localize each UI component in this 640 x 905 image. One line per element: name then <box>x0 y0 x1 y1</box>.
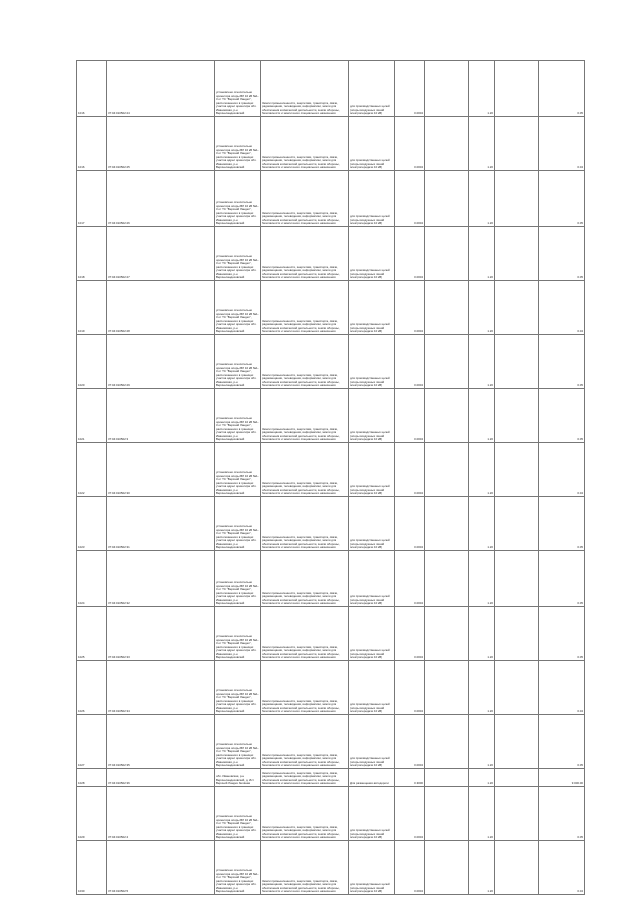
area-value: 0.0004 <box>395 61 425 117</box>
empty-cell <box>425 715 469 769</box>
cadastral-value: 0.05 <box>539 497 585 551</box>
location-description: установлено относительно ориентира опоры ВЛ 10 кВ №1-3 от ТС "Верхний Ландех", расположенного в границах участка адрес ориентира обл. Ивановская, р-н Верхнеландеховский <box>215 841 261 895</box>
cadastral-value: 0.04 <box>539 443 585 497</box>
permitted-use: для производственных целей (опоры воздушных линий электропередачи 10 кВ) <box>349 443 395 497</box>
land-category: Земли промышленности, энергетики, транспорта, связи, радиовещания, телевидения, информатики, земли для обеспечения космической деятельности, земли обороны, безопасности и земли иного специального назначения <box>261 389 349 443</box>
cadastral-value: 0.05 <box>539 607 585 661</box>
location-description: установлено относительно ориентира опоры ВЛ 10 кВ №1-3 от ТС "Верхний Ландех", расположенного в границах участка адрес ориентира обл. Ивановская, р-н Верхнеландеховский <box>215 389 261 443</box>
empty-cell <box>425 497 469 551</box>
table-row <box>77 661 585 715</box>
empty-cell <box>495 443 539 497</box>
cadastral-value: 0.04 <box>539 281 585 335</box>
empty-cell <box>495 227 539 281</box>
table-row <box>77 389 585 443</box>
area-value: 0.0004 <box>395 281 425 335</box>
cadastral-number: 37:04:010502:25 <box>107 117 215 171</box>
empty-cell <box>495 61 539 117</box>
table-row <box>77 443 585 497</box>
location-description: установлено относительно ориентира опоры ВЛ 10 кВ №1-3 от ТС "Верхний Ландех", расположенного в границах участка адрес ориентира обл. Ивановская, р-н Верхнеландеховский <box>215 227 261 281</box>
location-description: установлено относительно ориентира опоры ВЛ 10 кВ №1-3 от ТС "Верхний Ландех", расположенного в границах участка адрес ориентира обл. Ивановская, р-н Верхнеландеховский <box>215 117 261 171</box>
row-id: 1029 <box>77 787 107 841</box>
empty-cell <box>495 497 539 551</box>
cadastral-value: 0.05 <box>539 389 585 443</box>
table-row <box>77 787 585 841</box>
cadastral-number: 37:04:010502:29 <box>107 335 215 389</box>
cadastral-number: 37:04:010502:26 <box>107 171 215 227</box>
cadastral-number: 37:04:010502:27 <box>107 227 215 281</box>
empty-cell <box>425 389 469 443</box>
land-category: Земли промышленности, энергетики, транспорта, связи, радиовещания, телевидения, информатики, земли для обеспечения космической деятельности, земли обороны, безопасности и земли иного специального назначения <box>261 769 349 787</box>
area-value: 0.0004 <box>395 715 425 769</box>
land-category: Земли промышленности, энергетики, транспорта, связи, радиовещания, телевидения, информатики, земли для обеспечения космической деятельности, земли обороны, безопасности и земли иного специального назначения <box>261 171 349 227</box>
rate-value: 1.20 <box>469 335 495 389</box>
row-id: 1023 <box>77 497 107 551</box>
empty-cell <box>495 335 539 389</box>
empty-cell <box>495 787 539 841</box>
table-row <box>77 117 585 171</box>
rate-value: 1.20 <box>469 389 495 443</box>
table-row <box>77 607 585 661</box>
permitted-use: для производственных целей (опоры воздушных линий электропередачи 10 кВ) <box>349 841 395 895</box>
cadastral-value: 0.04 <box>539 841 585 895</box>
table-row <box>77 61 585 117</box>
empty-cell <box>495 389 539 443</box>
land-category: Земли промышленности, энергетики, транспорта, связи, радиовещания, телевидения, информатики, земли для обеспечения космической деятельности, земли обороны, безопасности и земли иного специального назначения <box>261 787 349 841</box>
row-id: 1018 <box>77 227 107 281</box>
location-description: установлено относительно ориентира опоры ВЛ 10 кВ №1-3 от ТС "Верхний Ландех", расположенного в границах участка адрес ориентира обл. Ивановская, р-н Верхнеландеховский <box>215 281 261 335</box>
empty-cell <box>495 551 539 607</box>
rate-value: 1.20 <box>469 787 495 841</box>
empty-cell <box>425 227 469 281</box>
area-value: 0.3000 <box>395 769 425 787</box>
empty-cell <box>425 335 469 389</box>
table-row <box>77 769 585 787</box>
empty-cell <box>495 117 539 171</box>
permitted-use: для производственных целей (опоры воздушных линий электропередачи 10 кВ) <box>349 281 395 335</box>
table-row <box>77 715 585 769</box>
permitted-use: для производственных целей (опоры воздушных линий электропередачи 10 кВ) <box>349 117 395 171</box>
land-category: Земли промышленности, энергетики, транспорта, связи, радиовещания, телевидения, информатики, земли для обеспечения космической деятельности, земли обороны, безопасности и земли иного специального назначения <box>261 607 349 661</box>
area-value: 0.0004 <box>395 787 425 841</box>
cadastral-number: 37:04:010502:3 <box>107 389 215 443</box>
cadastral-number: 37:04:010502:4 <box>107 787 215 841</box>
row-id: 1022 <box>77 443 107 497</box>
empty-cell <box>425 607 469 661</box>
permitted-use: для производственных целей (опоры воздушных линий электропередачи 10 кВ) <box>349 497 395 551</box>
cadastral-value: 9 000.00 <box>539 769 585 787</box>
cadastral-number: 37:04:010502:32 <box>107 551 215 607</box>
permitted-use: для производственных целей (опоры воздушных линий электропередачи 10 кВ) <box>349 607 395 661</box>
area-value: 0.0004 <box>395 171 425 227</box>
land-category: Земли промышленности, энергетики, транспорта, связи, радиовещания, телевидения, информатики, земли для обеспечения космической деятельности, земли обороны, безопасности и земли иного специального назначения <box>261 661 349 715</box>
location-description: установлено относительно ориентира опоры ВЛ 10 кВ №1-3 от ТС "Верхний Ландех", расположенного в границах участка адрес ориентира обл. Ивановская, р-н Верхнеландеховский <box>215 715 261 769</box>
area-value: 0.0004 <box>395 497 425 551</box>
empty-cell <box>495 715 539 769</box>
location-description: установлено относительно ориентира опоры ВЛ 10 кВ №1-3 от ТС "Верхний Ландех", расположенного в границах участка адрес ориентира обл. Ивановская, р-н Верхнеландеховский <box>215 497 261 551</box>
cadastral-value: 0.05 <box>539 551 585 607</box>
empty-cell <box>495 769 539 787</box>
empty-cell <box>425 551 469 607</box>
area-value: 0.0004 <box>395 841 425 895</box>
cadastral-number: 37:04:010502:28 <box>107 281 215 335</box>
cadastral-value: 0.05 <box>539 335 585 389</box>
table-row <box>77 497 585 551</box>
row-id: 1026 <box>77 661 107 715</box>
cadastral-value: 0.05 <box>539 61 585 117</box>
rate-value: 1.20 <box>469 227 495 281</box>
area-value: 0.0004 <box>395 443 425 497</box>
land-category: Земли промышленности, энергетики, транспорта, связи, радиовещания, телевидения, информатики, земли для обеспечения космической деятельности, земли обороны, безопасности и земли иного специального назначения <box>261 841 349 895</box>
row-id: 1028 <box>77 769 107 787</box>
location-description: установлено относительно ориентира опоры ВЛ 10 кВ №1-3 от ТС "Верхний Ландех", расположенного в границах участка адрес ориентира обл. Ивановская, р-н Верхнеландеховский <box>215 787 261 841</box>
empty-cell <box>425 281 469 335</box>
empty-cell <box>495 841 539 895</box>
permitted-use: для производственных целей (опоры воздушных линий электропередачи 10 кВ) <box>349 389 395 443</box>
cadastral-number: 37:04:010502:36 <box>107 769 215 787</box>
empty-cell <box>425 841 469 895</box>
area-value: 0.0004 <box>395 389 425 443</box>
land-category: Земли промышленности, энергетики, транспорта, связи, радиовещания, телевидения, информатики, земли для обеспечения космической деятельности, земли обороны, безопасности и земли иного специального назначения <box>261 335 349 389</box>
area-value: 0.0004 <box>395 227 425 281</box>
land-category: Земли промышленности, энергетики, транспорта, связи, радиовещания, телевидения, информатики, земли для обеспечения космической деятельности, земли обороны, безопасности и земли иного специального назначения <box>261 117 349 171</box>
row-id: 1024 <box>77 551 107 607</box>
land-category: Земли промышленности, энергетики, транспорта, связи, радиовещания, телевидения, информатики, земли для обеспечения космической деятельности, земли обороны, безопасности и земли иного специального назначения <box>261 497 349 551</box>
permitted-use: для производственных целей (опоры воздушных линий электропередачи 10 кВ) <box>349 335 395 389</box>
empty-cell <box>425 661 469 715</box>
permitted-use: Для размещения автодороги <box>349 769 395 787</box>
permitted-use: для производственных целей (опоры воздушных линий электропередачи 10 кВ) <box>349 715 395 769</box>
row-id: 1017 <box>77 171 107 227</box>
empty-cell <box>425 61 469 117</box>
rate-value: 1.20 <box>469 607 495 661</box>
table-row <box>77 335 585 389</box>
row-id: 1020 <box>77 335 107 389</box>
empty-cell <box>495 281 539 335</box>
cadastral-number: 37:04:010502:35 <box>107 715 215 769</box>
cadastral-number: 37:04:010502:5 <box>107 841 215 895</box>
location-description: обл. Ивановская, р-н Верхнеландеховский, д. Ист Верхний Ландех Зелёная <box>215 769 261 787</box>
rate-value: 1.20 <box>469 497 495 551</box>
area-value: 0.0004 <box>395 335 425 389</box>
area-value: 0.0004 <box>395 551 425 607</box>
table-row <box>77 281 585 335</box>
permitted-use: для производственных целей (опоры воздушных линий электропередачи 10 кВ) <box>349 551 395 607</box>
location-description: установлено относительно ориентира опоры ВЛ 10 кВ №1-3 от ТС "Верхний Ландех", расположенного в границах участка адрес ориентира обл. Ивановская, р-н Верхнеландеховский <box>215 61 261 117</box>
land-category: Земли промышленности, энергетики, транспорта, связи, радиовещания, телевидения, информатики, земли для обеспечения космической деятельности, земли обороны, безопасности и земли иного специального назначения <box>261 61 349 117</box>
register-sheet <box>76 60 584 895</box>
empty-cell <box>425 171 469 227</box>
empty-cell <box>425 787 469 841</box>
area-value: 0.0004 <box>395 661 425 715</box>
permitted-use: для производственных целей (опоры воздушных линий электропередачи 10 кВ) <box>349 171 395 227</box>
cadastral-value: 0.05 <box>539 715 585 769</box>
location-description: установлено относительно ориентира опоры ВЛ 10 кВ №1-3 от ТС "Верхний Ландех", расположенного в границах участка адрес ориентира обл. Ивановская, р-н Верхнеландеховский <box>215 443 261 497</box>
cadastral-value: 0.05 <box>539 171 585 227</box>
land-category: Земли промышленности, энергетики, транспорта, связи, радиовещания, телевидения, информатики, земли для обеспечения космической деятельности, земли обороны, безопасности и земли иного специального назначения <box>261 551 349 607</box>
cadastral-number: 37:04:010502:34 <box>107 661 215 715</box>
permitted-use: для производственных целей (опоры воздушных линий электропередачи 10 кВ) <box>349 227 395 281</box>
rate-value: 1.20 <box>469 117 495 171</box>
permitted-use: для производственных целей (опоры воздушных линий электропередачи 10 кВ) <box>349 661 395 715</box>
row-id: 1016 <box>77 61 107 117</box>
row-id: 1030 <box>77 841 107 895</box>
permitted-use: для производственных целей (опоры воздушных линий электропередачи 10 кВ) <box>349 61 395 117</box>
cadastral-number: 37:04:010502:30 <box>107 443 215 497</box>
area-value: 0.0004 <box>395 607 425 661</box>
row-id: 1025 <box>77 607 107 661</box>
location-description: установлено относительно ориентира опоры ВЛ 10 кВ №1-3 от ТС "Верхний Ландех", расположенного в границах участка адрес ориентира обл. Ивановская, р-н Верхнеландеховский <box>215 661 261 715</box>
location-description: установлено относительно ориентира опоры ВЛ 10 кВ №1-3 от ТС "Верхний Ландех", расположенного в границах участка адрес ориентира обл. Ивановская, р-н Верхнеландеховский <box>215 335 261 389</box>
table-row <box>77 551 585 607</box>
row-id: 1021 <box>77 389 107 443</box>
table-body <box>77 61 585 895</box>
empty-cell <box>495 607 539 661</box>
land-category: Земли промышленности, энергетики, транспорта, связи, радиовещания, телевидения, информатики, земли для обеспечения космической деятельности, земли обороны, безопасности и земли иного специального назначения <box>261 281 349 335</box>
rate-value: 1.20 <box>469 61 495 117</box>
empty-cell <box>425 117 469 171</box>
location-description: установлено относительно ориентира опоры ВЛ 10 кВ №1-3 от ТС "Верхний Ландех", расположенного в границах участка адрес ориентира обл. Ивановская, р-н Верхнеландеховский <box>215 171 261 227</box>
cadastral-value: 0.04 <box>539 661 585 715</box>
rate-value: 1.20 <box>469 443 495 497</box>
area-value: 0.0004 <box>395 117 425 171</box>
land-plot-table <box>76 60 585 895</box>
permitted-use: для производственных целей (опоры воздушных линий электропередачи 10 кВ) <box>349 787 395 841</box>
rate-value: 1.20 <box>469 171 495 227</box>
location-description: установлено относительно ориентира опоры ВЛ 10 кВ №1-3 от ТС "Верхний Ландех", расположенного в границах участка адрес ориентира обл. Ивановская, р-н Верхнеландеховский <box>215 607 261 661</box>
rate-value: 1.20 <box>469 715 495 769</box>
cadastral-number: 37:04:010502:33 <box>107 607 215 661</box>
rate-value: 1.20 <box>469 769 495 787</box>
cadastral-value: 0.05 <box>539 787 585 841</box>
row-id: 1019 <box>77 281 107 335</box>
empty-cell <box>425 769 469 787</box>
land-category: Земли промышленности, энергетики, транспорта, связи, радиовещания, телевидения, информатики, земли для обеспечения космической деятельности, земли обороны, безопасности и земли иного специального назначения <box>261 227 349 281</box>
cadastral-number: 37:04:010502:24 <box>107 61 215 117</box>
table-row <box>77 171 585 227</box>
table-row <box>77 227 585 281</box>
empty-cell <box>495 661 539 715</box>
row-id: 1027 <box>77 715 107 769</box>
cadastral-number: 37:04:010502:31 <box>107 497 215 551</box>
land-category: Земли промышленности, энергетики, транспорта, связи, радиовещания, телевидения, информатики, земли для обеспечения космической деятельности, земли обороны, безопасности и земли иного специального назначения <box>261 715 349 769</box>
rate-value: 1.20 <box>469 841 495 895</box>
cadastral-value: 0.05 <box>539 227 585 281</box>
table-row <box>77 841 585 895</box>
location-description: установлено относительно ориентира опоры ВЛ 10 кВ №1-3 от ТС "Верхний Ландех", расположенного в границах участка адрес ориентира обл. Ивановская, р-н Верхнеландеховский <box>215 551 261 607</box>
land-category: Земли промышленности, энергетики, транспорта, связи, радиовещания, телевидения, информатики, земли для обеспечения космической деятельности, земли обороны, безопасности и земли иного специального назначения <box>261 443 349 497</box>
rate-value: 1.20 <box>469 661 495 715</box>
empty-cell <box>495 171 539 227</box>
row-id: 1016 <box>77 117 107 171</box>
cadastral-value: 0.04 <box>539 117 585 171</box>
rate-value: 1.20 <box>469 281 495 335</box>
empty-cell <box>425 443 469 497</box>
rate-value: 1.20 <box>469 551 495 607</box>
